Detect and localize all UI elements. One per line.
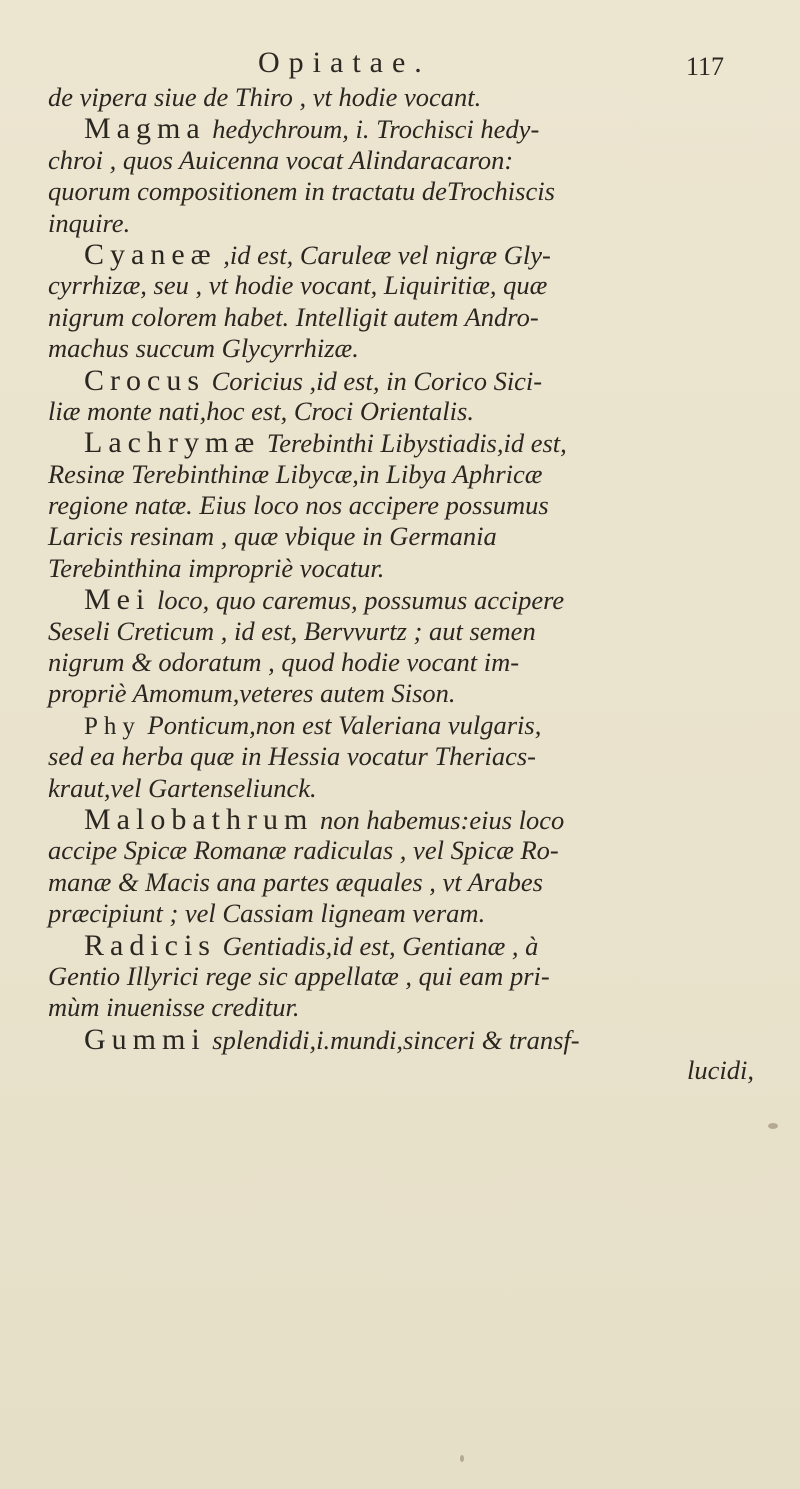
text-line: Resinæ Terebinthinæ Libycæ,in Libya Aphricæ	[48, 458, 543, 489]
entry-gummi: Gummi splendidi,i.mundi,sinceri & transf-	[84, 1022, 580, 1056]
text-line: sed ea herba quæ in Hessia vocatur Theriacs-	[48, 741, 536, 772]
text-line: cyrrhizæ, seu , vt hodie vocant, Liquiritiæ, quæ	[48, 270, 548, 301]
entry-head: Gummi	[84, 1022, 206, 1056]
entry-head: Radicis	[84, 928, 216, 962]
entry-malobathrum: Malobathrum non habemus:eius loco	[84, 802, 565, 836]
paper-stain	[768, 1123, 778, 1129]
running-head: Opiatae.	[258, 46, 431, 79]
text-line: nigrum & odoratum , quod hodie vocant im-	[48, 647, 520, 678]
text-line: liæ monte nati,hoc est, Croci Orientalis.	[48, 395, 474, 426]
entry-head: Malobathrum	[84, 802, 314, 836]
text-line: Laricis resinam , quæ vbique in Germania	[48, 521, 497, 552]
text-line: regione natæ. Eius loco nos accipere possumus	[48, 490, 549, 521]
page-number: 117	[686, 52, 725, 81]
entry-lachrymae: Lachrymæ Terebinthi Libystiadis,id est,	[84, 426, 567, 460]
text-line: quorum compositionem in tractatu deTrochiscis	[48, 176, 555, 207]
entry-head: Phy	[84, 712, 141, 740]
entry-crocus: Crocus Coricius ,id est, in Corico Sici-	[84, 363, 543, 397]
text-line: Terebinthina impropriè vocatur.	[48, 552, 385, 583]
text-line: kraut,vel Gartenseliunck.	[48, 772, 317, 803]
text-line: lucidi,	[687, 1055, 754, 1086]
text-line: Seseli Creticum , id est, Bervvurtz ; aut semen	[48, 615, 536, 646]
page-header	[0, 46, 800, 86]
entry-head: Lachrymæ	[84, 426, 261, 460]
entry-head: Mei	[84, 583, 151, 617]
text-line: Gentio Illyrici rege sic appellatæ , qui eam pri-	[48, 960, 550, 991]
text-line: accipe Spicæ Romanæ radiculas , vel Spicæ Ro-	[48, 835, 559, 866]
text-line: de vipera siue de Thiro , vt hodie vocant.	[48, 82, 482, 112]
text-line: præcipiunt ; vel Cassiam ligneam veram.	[48, 898, 486, 929]
entry-head: Crocus	[84, 363, 205, 397]
paper-stain	[460, 1455, 464, 1462]
entry-cyaneae: Cyaneæ ,id est, Caruleæ vel nigræ Gly-	[84, 237, 551, 271]
text-line: machus succum Glycyrrhizæ.	[48, 333, 359, 364]
entry-mei: Mei loco, quo caremus, possumus accipere	[84, 583, 565, 617]
entry-head: Cyaneæ	[84, 237, 217, 271]
text-line: nigrum colorem habet. Intelligit autem Andro-	[48, 301, 539, 332]
entry-radicis: Radicis Gentiadis,id est, Gentianæ , à	[84, 928, 539, 962]
body-text	[48, 82, 764, 1087]
text-line: manæ & Macis ana partes æquales , vt Arabes	[48, 866, 543, 897]
text-line: inquire.	[48, 207, 131, 238]
entry-phy: Phy Ponticum,non est Valeriana vulgaris,	[84, 709, 542, 740]
text-line: chroi , quos Auicenna vocat Alindaracaron:	[48, 144, 514, 175]
text-line: propriè Amomum,veteres autem Sison.	[48, 678, 456, 709]
text-line: mùm inuenisse creditur.	[48, 992, 300, 1023]
entry-magma: Magma hedychroum, i. Trochisci hedy-	[84, 112, 540, 146]
entry-head: Magma	[84, 112, 206, 146]
